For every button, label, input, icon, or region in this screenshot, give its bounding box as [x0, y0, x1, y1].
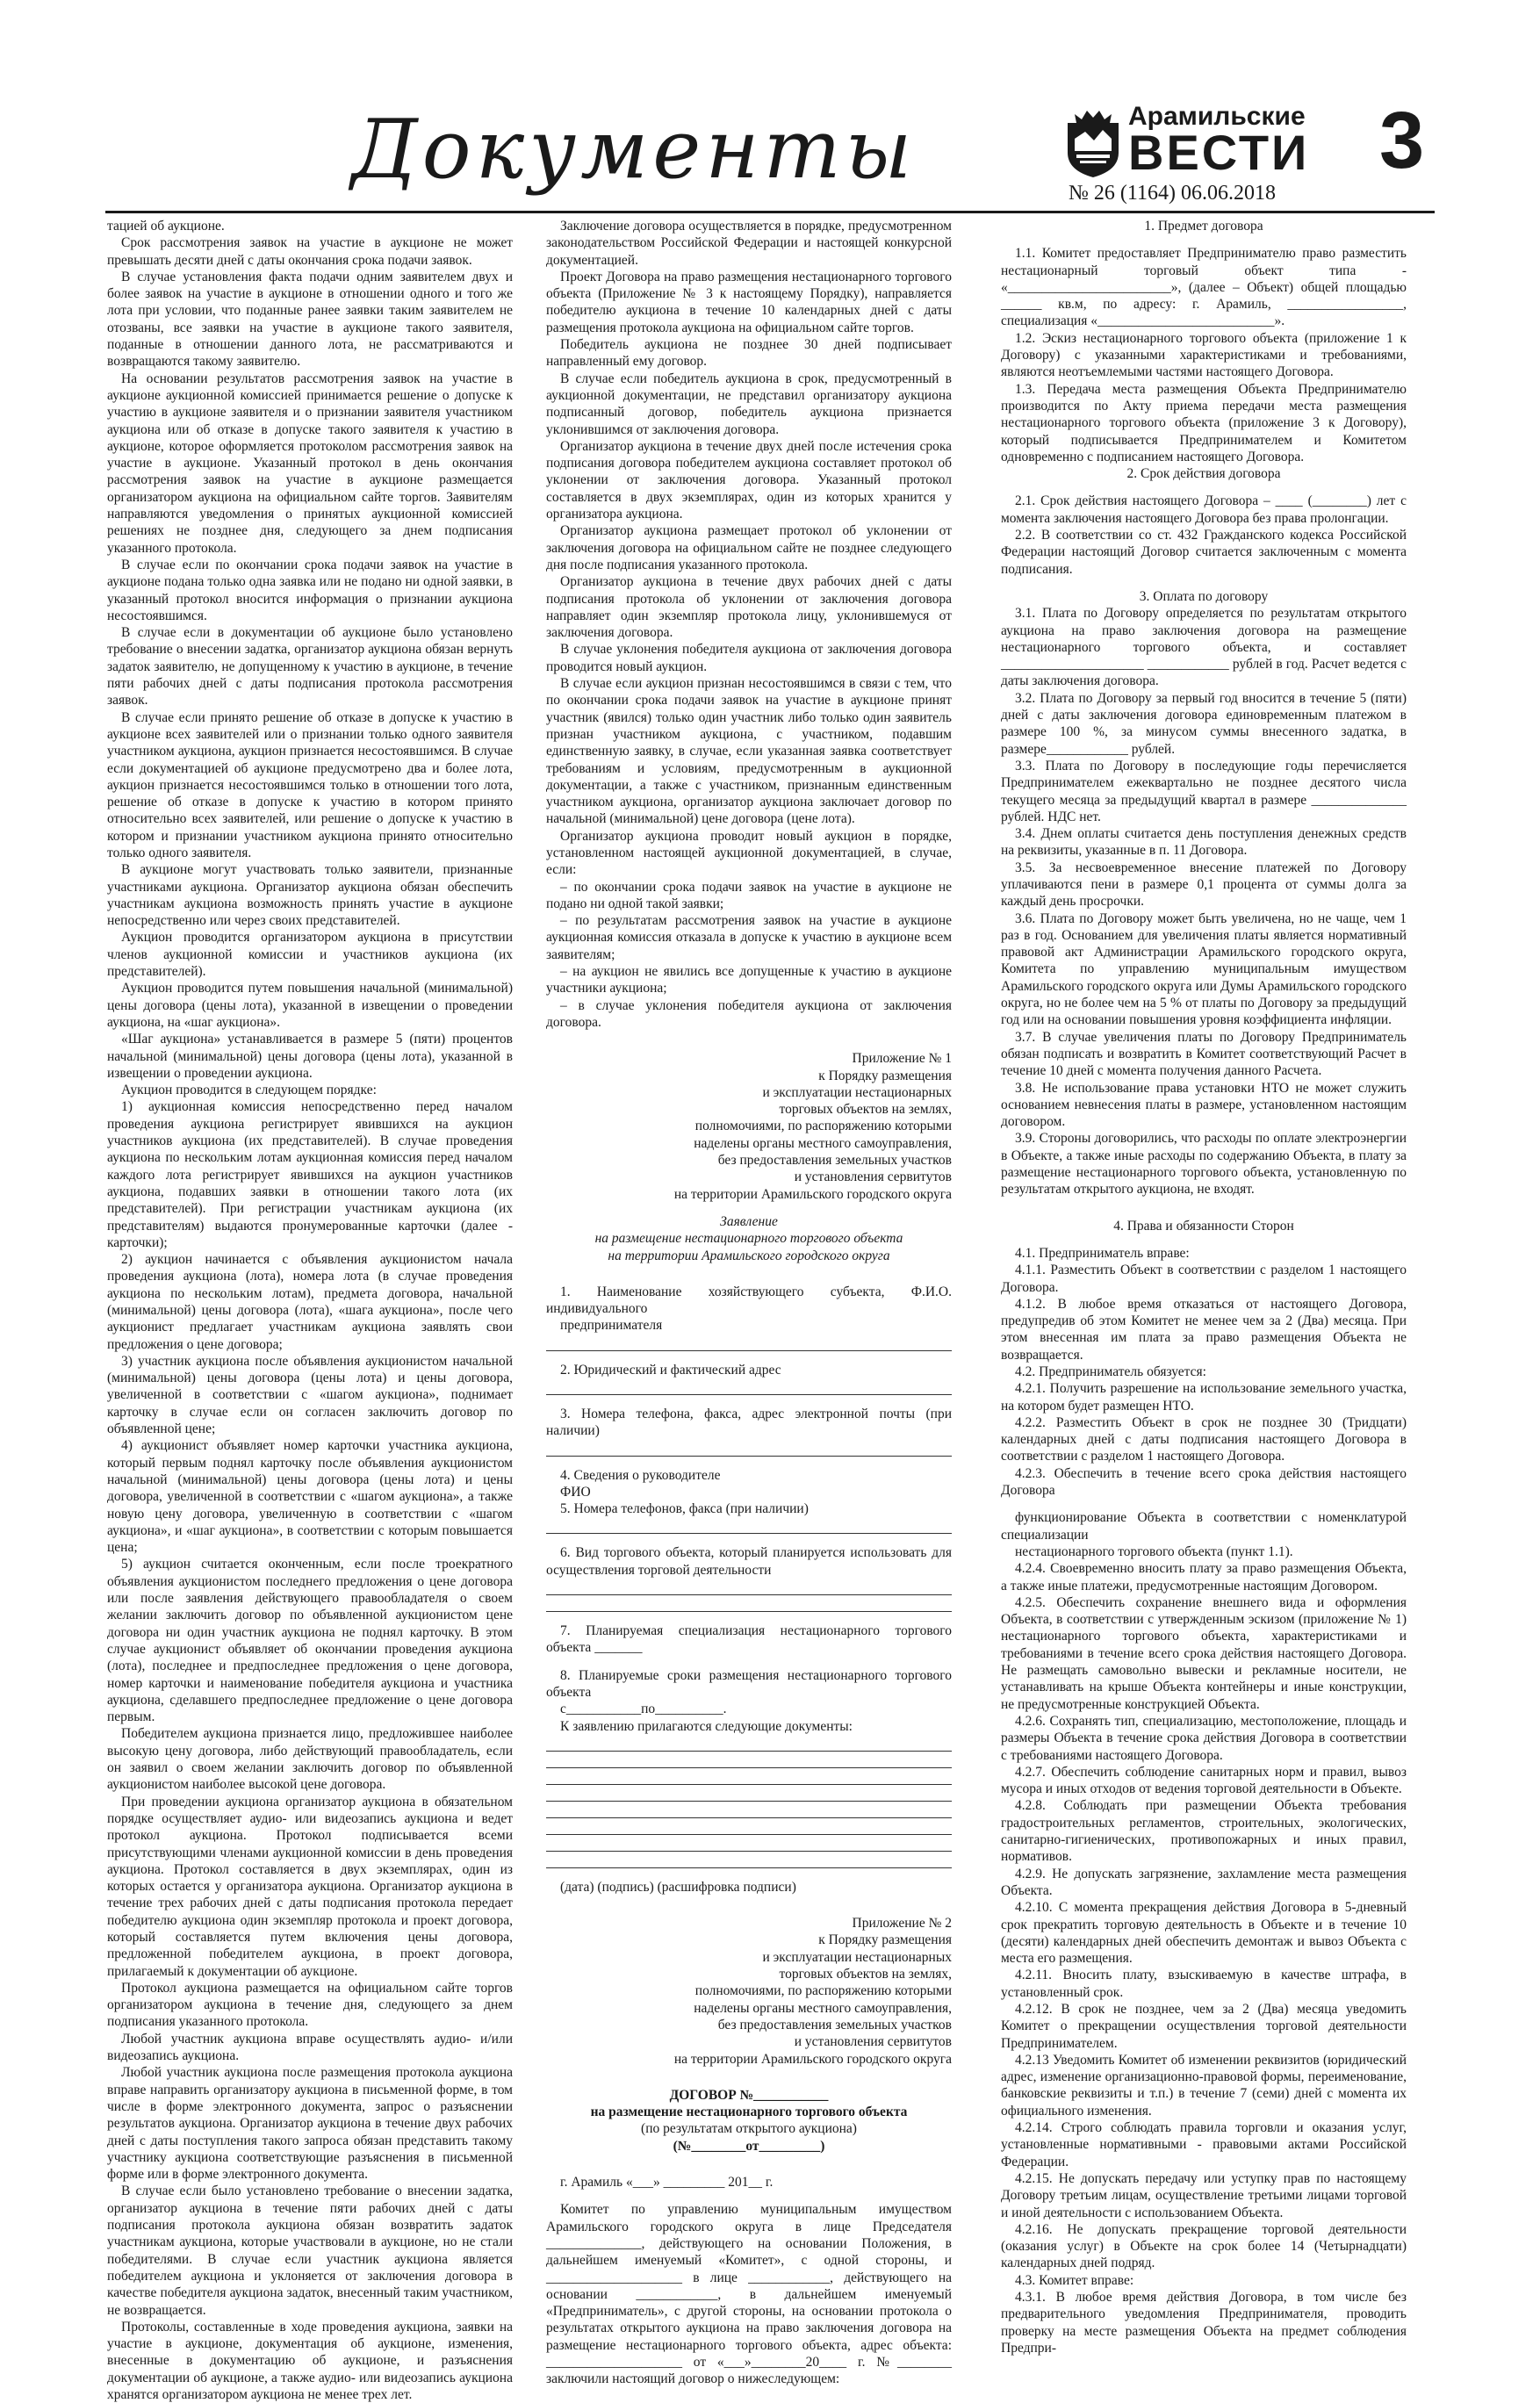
form-field-label: ФИО — [560, 1484, 591, 1500]
paragraph: Заключение договора осуществляется в порядке, предусмотренном законодательством Российской Федерации и настоящей конкурсной документацией. — [546, 219, 952, 268]
page-number: 3 — [1379, 96, 1425, 185]
appendix-line: на территории Арамильского городского округа — [673, 1186, 952, 1202]
appendix-line: и эксплуатации нестационарных — [762, 1084, 952, 1100]
paragraph: 4.2. Предприниматель обязуется: — [1015, 1364, 1206, 1379]
paragraph: 5) аукцион считается оконченным, если после троекратного объявления аукционистом последнего предложения о цене договора или после заявления действующего правообладателя о своем желании заключить договор по объявленной аукционистом цене договора ни один участник аукциона не поднял карточку. В этом случае аукционист объявляет об окончании проведения аукциона (лота), последнее и предпоследнее предложения о цене договора, номер карточки и наименование победителя аукциона и участника аукциона, сделавшего предпоследнее предложение о цене договора первым. — [107, 1557, 513, 1725]
newspaper-name-top: Арамильские — [1128, 102, 1306, 131]
paragraph: 4.2.10. С момента прекращения действия Договора в 5-дневный срок прекратить торговую деятельность в Объекте и в течение 10 (десяти) календарных дней обеспечить демонтаж и вывоз Объекта с места его размещения. — [1001, 1900, 1407, 1967]
paragraph: В случае если по окончании срока подачи заявок на участие в аукционе подана только одна заявка или не подано ни одной заявки, в указанный протокол вносится информация о признании аукциона несостоявшимся. — [107, 557, 513, 623]
form-blank-line[interactable] — [546, 1378, 952, 1395]
form-blank-line[interactable] — [546, 1818, 952, 1835]
paragraph: Аукцион проводится путем повышения начальной (минимальной) цены договора (цены лота), указанной в извещении о проведении аукциона, на «шаг аукциона». — [107, 981, 513, 1030]
appendix-line: наделены органы местного самоуправления, — [694, 2000, 952, 2016]
paragraph: «Шаг аукциона» устанавливается в размере 5 (пяти) процентов начальной (минимальной) цены договора (цены лота), указанной в извещении о проведении аукциона. — [107, 1032, 513, 1081]
coat-of-arms-icon — [1064, 107, 1122, 179]
appendix-line: к Порядку размещения — [818, 1068, 952, 1083]
paragraph: В случае установления факта подачи одним заявителем двух и более заявок на участие в аукционе в отношении одного и того же лота при условии, что поданные ранее заявки таким заявителем не отозваны, все заявки на участие в аукционе такого заявителя, поданные в отношении данного лота, не рассматриваются и возвращаются такому заявителю. — [107, 269, 513, 370]
appendix-2-heading — [546, 1915, 952, 2068]
paragraph: Победитель аукциона не позднее 30 дней подписывает направленный ему договор. — [546, 337, 952, 370]
paragraph: Организатор аукциона проводит новый аукцион в порядке, установленном настоящей аукционной документацией, в случае, если: — [546, 828, 952, 878]
paragraph: Проект Договора на право размещения нестационарного торгового объекта (Приложение № 3 к настоящему Порядку), направляется победителю аукциона в течение 10 календарных дней с даты размещения протокола аукциона на официальном сайте торгов. — [546, 269, 952, 335]
column-right — [1001, 218, 1407, 2356]
paragraph: 4.2.13 Уведомить Комитет об изменении реквизитов (юридический адрес, изменение организационно-правовой формы, переименование, банковские реквизиты и т.п.) в течение 7 (семи) дней с момента их официального изменения. — [1001, 2052, 1407, 2119]
paragraph: – по окончании срока подачи заявок на участие в аукционе не подано ни одной такой заявки; — [546, 879, 952, 911]
paragraph: 3) участник аукциона после объявления аукционистом начальной (минимальной) цены договора (цены лота) и цены договора, увеличенной в соответствии с «шагом аукциона», поднимает карточку в случае если он согласен заключить договор по объявленной цене; — [107, 1353, 513, 1437]
form-blank-line[interactable] — [546, 1735, 952, 1752]
paragraph: В аукционе могут участвовать только заявители, признанные участниками аукциона. Организатор аукциона обязан обеспечить участникам аукциона возможность принять участие в аукционе непосредственно или через своих представителей. — [107, 862, 513, 929]
paragraph: 2.2. В соответствии со ст. 432 Гражданского кодекса Российской Федерации настоящий Договор считается заключенным с момента подписания. — [1001, 528, 1407, 577]
form-blank-line[interactable] — [546, 1517, 952, 1534]
paragraph: 4.2.7. Обеспечить соблюдение санитарных норм и правил, вывоз мусора и иных отходов от ведения торговой деятельности в Объекте. — [1001, 1764, 1407, 1797]
form-blank-line[interactable] — [546, 1752, 952, 1768]
appendix-line: на территории Арамильского городского округа — [673, 2051, 952, 2067]
form-blank-line[interactable] — [546, 1835, 952, 1852]
paragraph: При проведении аукциона организатор аукциона в обязательном порядке осуществляет аудио- или видеозапись аукциона и ведет протокол аукциона. Протокол подписывается всеми присутствующими членами аукционной комиссии в день проведения аукциона. Протокол составляется в двух экземплярах, один из которых остается у организатора аукциона. Организатор аукциона в течение трех рабочих дней с даты подписания протокола передает победителю аукциона один экземпляр протокола и проект договора, который составляется путем включения цены договора, предложенной победителем аукциона, в проект договора, прилагаемый к документации об аукционе. — [107, 1794, 513, 1979]
header-rule — [105, 211, 1435, 213]
form-field-label: 6. Вид торгового объекта, который планируется использовать для осуществления торговой деятельности — [546, 1545, 952, 1578]
paragraph: 4.2.6. Сохранять тип, специализацию, местоположение, площадь и размеры Объекта в течение срока действия Договора в соответствии с требованиями настоящего Договора. — [1001, 1713, 1407, 1763]
paragraph: 4.1.2. В любое время отказаться от настоящего Договора, предупредив об этом Комитет не менее чем за 2 (Два) месяца. При этом внесенная им плата за право размещения Объекта не возвращается. — [1001, 1296, 1407, 1363]
paragraph: Организатор аукциона в течение двух рабочих дней с даты подписания протокола об уклонении от заключения договора направляет один экземпляр протокола лицу, уклонившемуся от заключения договора. — [546, 574, 952, 641]
paragraph: 4.2.4. Своевременно вносить плату за право размещения Объекта, а также иные платежи, предусмотренные настоящим Договором. — [1001, 1561, 1407, 1594]
form-field-label: 3. Номера телефона, факса, адрес электронной почты (при наличии) — [546, 1407, 952, 1439]
page-header — [105, 97, 1435, 215]
form-blank-line[interactable] — [546, 1768, 952, 1785]
form-blank-line[interactable] — [546, 1335, 952, 1351]
contract-place-date: г. Арамиль «___» _________ 201__ г. — [560, 2175, 774, 2191]
paragraph: 3.2. Плата по Договору за первый год вносится в течение 5 (пяти) дней с даты заключения договора единовременным платежом в размере 100 %, за минусом суммы внесенного задатка, в размере____________ рублей. — [1001, 690, 1407, 757]
appendix-1-heading — [546, 1050, 952, 1203]
appendix-line: и установления сервитутов — [794, 1169, 952, 1185]
application-subtitle: на размещение нестационарного торгового объекта — [594, 1231, 903, 1247]
signature-caption: (дата) (подпись) (расшифровка подписи) — [560, 1879, 796, 1895]
paragraph: функционирование Объекта в соответствии с номенклатурой специализации — [1001, 1510, 1407, 1543]
section-heading: 1. Предмет договора — [1144, 219, 1263, 234]
paragraph: 4.2.9. Не допускать загрязнение, захламление места размещения Объекта. — [1001, 1866, 1407, 1898]
paragraph: 4.2.3. Обеспечить в течение всего срока действия настоящего Договора — [1001, 1465, 1407, 1499]
appendix-line: полномочиями, по распоряжению которыми — [694, 1983, 952, 1999]
paragraph: 4.2.11. Вносить плату, взыскиваемую в качестве штрафа, в установленный срок. — [1001, 1968, 1407, 2000]
paragraph: 3.5. За несвоевременное внесение платежей по Договору уплачиваются пени в размере 0,1 процента от суммы долга за каждый день просрочки. — [1001, 860, 1407, 910]
paragraph: 4.3.1. В любое время действия Договора, в том числе без предварительного уведомления Предпринимателя, проводить проверку на месте размещения Объекта на предмет соблюдения Предпри- — [1001, 2290, 1407, 2356]
appendix-line: без предоставления земельных участков — [717, 1153, 952, 1169]
contract-subtitle: (по результатам открытого аукциона) — [641, 2121, 857, 2137]
paragraph: нестационарного торгового объекта (пункт 1.1). — [1015, 1543, 1293, 1559]
paragraph: Протоколы, составленные в ходе проведения аукциона, заявки на участие в аукционе, документация об аукционе, изменения, внесенные в документацию об аукционе, и разъяснения документации об аукционе, а также аудио- или видеозапись аукциона хранятся организатором аукциона не менее трех лет. — [107, 2319, 513, 2402]
paragraph: 4.2.2. Разместить Объект в срок не позднее 30 (Тридцати) календарных дней с даты подписания настоящего Договора в соответствии с разделом 1 настоящего Договора. — [1001, 1414, 1407, 1464]
contract-title: ДОГОВОР №___________ — [669, 2087, 829, 2103]
paragraph: 4.2.5. Обеспечить сохранение внешнего вида и оформления Объекта, в соответствии с утвержденным эскизом (приложение № 1) нестационарного торгового объекта, характеристиками и требованиями в течение всего срока действия настоящего Договора. Не размещать самовольно вывески и рекламные носители, не устанавливать на крыше Объекта контейнеры и иные конструкции, не предусмотренные конструкцией Объекта. — [1001, 1594, 1407, 1712]
paragraph: 4.2.12. В срок не позднее, чем за 2 (Два) месяца уведомить Комитет о прекращении осуществления торговой деятельности Предпринимателем. — [1001, 2001, 1407, 2051]
section-heading: 2. Срок действия договора — [1126, 466, 1281, 482]
appendix-line: к Порядку размещения — [818, 1932, 952, 1948]
paragraph: – в случае уклонения победителя аукциона от заключения договора. — [546, 997, 952, 1030]
paragraph: Протокол аукциона размещается на официальном сайте торгов организатором аукциона в течение дня, следующего за днем подписания указанного протокола. — [107, 1980, 513, 2030]
paragraph: 1.3. Передача места размещения Объекта Предпринимателю производится по Акту приема передачи места размещения нестационарного торгового объекта (приложение 3 к Договору), который подписывается Предпринимателем и Комитетом одновременно с подписанием настоящего Договора. — [1001, 381, 1407, 464]
form-blank-line[interactable] — [546, 1785, 952, 1802]
appendix-line: торговых объектов на землях, — [779, 1102, 952, 1118]
application-title: Заявление — [720, 1213, 778, 1229]
section-heading: 4. Права и обязанности Сторон — [1113, 1218, 1294, 1234]
paragraph: 3.9. Стороны договорились, что расходы по оплате электроэнергии в Объекте, а также иные расходы по содержанию Объекта, в плату за размещение нестационарного торгового объекта, установленную по результатам открытого аукциона, не входят. — [1001, 1131, 1407, 1198]
form-field-label: 8. Планируемые сроки размещения нестационарного торгового объекта — [546, 1667, 952, 1700]
appendix-line: Приложение № 1 — [852, 1051, 952, 1067]
form-blank-line[interactable] — [546, 1440, 952, 1457]
paragraph: 4.1. Предприниматель вправе: — [1015, 1245, 1190, 1261]
appendix-line: полномочиями, по распоряжению которыми — [694, 1119, 952, 1134]
paragraph: 4.2.8. Соблюдать при размещении Объекта требования градостроительных регламентов, строительных, экологических, санитарно-гигиенических, противопожарных и иных правил, нормативов. — [1001, 1798, 1407, 1865]
paragraph: Аукцион проводится в следующем порядке: — [121, 1083, 377, 1098]
form-field-label: 4. Сведения о руководителе — [560, 1467, 721, 1483]
paragraph: 2) аукцион начинается с объявления аукционистом начала проведения аукциона (лота), номера лота (в случае проведения аукциона по нескольким лотам), предмета договора, начальной (минимальной) цены договора (лота), «шага аукциона», после чего аукционист предлагает участникам аукциона заявлять свои предложения о цене договора; — [107, 1252, 513, 1352]
appendix-line: и эксплуатации нестационарных — [762, 1949, 952, 1965]
appendix-line: Приложение № 2 — [852, 1916, 952, 1932]
paragraph: В случае если победитель аукциона в срок, предусмотренный в аукционной документации, не представил организатору аукциона подписанный договор, победитель аукциона признается уклонившимся от заключения договора. — [546, 371, 952, 437]
paragraph: В случае если принято решение об отказе в допуске к участию в аукционе всех заявителей или о признании только одного заявителя участником аукциона, аукцион признается несостоявшимся. В случае если документацией об аукционе предусмотрено два и более лота, аукцион признается несостоявшимся только в отношении того лота, решение об отказе в допуске к участию в котором принято относительно всех заявителей, или решение о допуске к участию в котором и признании участником аукциона принято относительно только одного заявителя. — [107, 709, 513, 860]
form-field-label: 5. Номера телефонов, факса (при наличии) — [560, 1501, 809, 1517]
paragraph: Срок рассмотрения заявок на участие в аукционе не может превышать десяти дней с даты окончания срока подачи заявок. — [107, 235, 513, 268]
paragraph: 3.1. Плата по Договору определяется по результатам открытого аукциона на право заключения договора на размещение нестационарного торгового объекта, и составляет _____________________ ____________ рублей в год. Расчет ведется с даты заключения договора. — [1001, 606, 1407, 689]
form-field-label: 7. Планируемая специализация нестационарного торгового объекта _______ — [546, 1623, 952, 1656]
contract-number: (№________от_________) — [673, 2138, 825, 2154]
paragraph: Любой участник аукциона после размещения протокола аукциона вправе направить организатору аукциона в письменной форме, в том числе в форме электронного документа, запрос о разъяснении результатов аукциона. Организатор аукциона в течение двух рабочих дней с даты поступления такого запроса обязан представить такому участнику аукциона соответствующие разъяснения в письменной форме или в форме электронного документа. — [107, 2065, 513, 2183]
appendix-line: без предоставления земельных участков — [717, 2017, 952, 2032]
paragraph: 3.8. Не использование права установки НТО не может служить основанием невнесения платы в размере, установленном настоящим договором. — [1001, 1080, 1407, 1130]
paragraph: 1.2. Эскиз нестационарного торгового объекта (приложение 1 к Договору) с указанными характеристиками и требованиями, являются неотъемлемыми частями настоящего Договора. — [1001, 330, 1407, 380]
paragraph: В случае уклонения победителя аукциона от заключения договора проводится новый аукцион. — [546, 642, 952, 674]
paragraph: 3.7. В случае увеличения платы по Договору Предприниматель обязан подписать и возвратить в Комитет соответствующий Расчет в течение 10 дней с момента получения данного Расчета. — [1001, 1029, 1407, 1079]
paragraph: Организатор аукциона размещает протокол об уклонении от заключения договора на официальном сайте не позднее следующего дня после подписания указанного протокола. — [546, 523, 952, 572]
paragraph: 3.4. Днем оплаты считается день поступления денежных средств на реквизиты, указанные в п. 11 Договора. — [1001, 826, 1407, 859]
column-middle — [546, 218, 952, 2387]
paragraph: 1) аукционная комиссия непосредственно перед началом проведения аукциона регистрирует явившихся на аукцион участников аукциона (их представителей). В случае проведения аукциона по нескольким лотам аукционная комиссия перед началом каждого лота регистрирует явившихся на аукцион участников аукциона, подавших заявки в отношении такого лота (их представителей). При регистрации участникам аукциона (их представителям) выдаются пронумерованные карточки (далее - карточки); — [107, 1099, 513, 1250]
column-left — [107, 218, 513, 2402]
paragraph: В случае если аукцион признан несостоявшимся в связи с тем, что по окончании срока подачи заявок на участие в аукционе принят участник (явился) только один участник либо только один заявитель признан участником аукциона, с участником, подавшим единственную заявку, в случае, если указанная заявка соответствует требованиям и условиям, предусмотренным в аукционной документации, а также с участником, признанным единственным участником аукциона, организатор аукциона заключает договор по начальной (минимальной) цене договора (цене лота). — [546, 676, 952, 827]
form-field-label: с___________по__________. — [560, 1702, 727, 1717]
paragraph: 4.2.1. Получить разрешение на использование земельного участка, на котором будет размещен НТО. — [1001, 1381, 1407, 1414]
form-blank-line[interactable] — [546, 1852, 952, 1868]
paragraph: 1.1. Комитет предоставляет Предпринимателю право разместить нестационарный торговый объект типа - «________________________», (далее – Объект) общей площадью ______ кв.м, по адресу: г. Арамиль, _________________, специализация «__________________________». — [1001, 246, 1407, 329]
paragraph: – на аукцион не явились все допущенные к участию в аукционе участники аукциона; — [546, 964, 952, 996]
paragraph: В случае если было установлено требование о внесении задатка, организатор аукциона в течение пяти рабочих дней с даты подписания протокола аукциона обязан возвратить задаток участникам аукциона, которые участвовали в аукционе, но не стали победителями. В случае если участник аукциона является победителем аукциона и уклоняется от заключения договора в качестве победителя аукциона задаток, внесенный таким участником, не возвращается. — [107, 2184, 513, 2318]
paragraph: 4.1.1. Разместить Объект в соответствии с разделом 1 настоящего Договора. — [1001, 1263, 1407, 1295]
appendix-line: торговых объектов на землях, — [779, 1967, 952, 1982]
paragraph: тацией об аукционе. — [107, 219, 225, 234]
paragraph: Организатор аукциона в течение двух дней после истечения срока подписания договора победителем аукциона составляет протокол об уклонении от заключения договора. Указанный протокол составляется в двух экземплярах, один из которых хранится у организатора аукциона. — [546, 438, 952, 522]
paragraph: В случае если в документации об аукционе было установлено требование о внесении задатка, организатор аукциона обязан вернуть задаток заявителю, не допущенному к участию в аукционе, в течение пяти рабочих дней с даты подписания протокола рассмотрения заявок. — [107, 625, 513, 709]
form-blank-line[interactable] — [546, 1579, 952, 1595]
paragraph: Комитет по управлению муниципальным имуществом Арамильского городского округа в лице Председателя ______________, действующего на основании Положения, в дальнейшем именуемый «Комитет», с одной стороны, и ____________________ в лице ____________, действующего на основании ____________, в дальнейшем именуемый «Предприниматель», с другой стороны, на основании протокола о результатах открытого аукциона на право заключения договора на размещение нестационарного торгового объекта, адрес объекта: ____________________ от «___»________20____ г. №________ заключили настоящий договор о нижеследующем: — [546, 2202, 952, 2387]
form-blank-line[interactable] — [546, 1595, 952, 1612]
appendix-line: наделены органы местного самоуправления, — [694, 1135, 952, 1151]
paragraph: 3.3. Плата по Договору в последующие годы перечисляется Предпринимателем ежеквартально не позднее десятого числа текущего месяца за предыдущий квартал в размере ______________ рублей. НДС нет. — [1001, 758, 1407, 824]
appendix-line: и установления сервитутов — [794, 2034, 952, 2050]
paragraph: Победителем аукциона признается лицо, предложившее наиболее высокую цену договора, либо действующий правообладатель, если он заявил о своем желании заключить договор по объявленной аукционистом наиболее высокой цене договора. — [107, 1726, 513, 1793]
paragraph: Аукцион проводится организатором аукциона в присутствии членов аукционной комиссии и участников аукциона (их представителей). — [107, 930, 513, 980]
paragraph: Любой участник аукциона вправе осуществлять аудио- и/или видеозапись аукциона. — [107, 2031, 513, 2064]
form-field-label: 2. Юридический и фактический адрес — [560, 1362, 781, 1378]
paragraph: 4.2.15. Не допускать передачу или уступку прав по настоящему Договору третьим лицам, осуществление третьими лицами торговой и иной деятельности с использованием Объекта. — [1001, 2170, 1407, 2220]
form-field-label: К заявлению прилагаются следующие документы: — [560, 1718, 853, 1734]
paragraph: 4.3. Комитет вправе: — [1015, 2272, 1134, 2288]
paragraph: – по результатам рассмотрения заявок на участие в аукционе аукционная комиссия отказала в допуске к участию в аукционе всем заявителям; — [546, 913, 952, 962]
paragraph: 4.2.14. Строго соблюдать правила торговли и оказания услуг, установленные нормативными - правовыми актами Российской Федерации. — [1001, 2120, 1407, 2169]
section-title: Документы — [351, 102, 917, 197]
section-heading: 3. Оплата по договору — [1139, 588, 1269, 604]
newspaper-name-main: ВЕСТИ — [1128, 125, 1310, 180]
form-blank-line[interactable] — [546, 1802, 952, 1818]
paragraph: 2.1. Срок действия настоящего Договора – ____ (________) лет с момента заключения настоящего Договора без права пролонгации. — [1001, 493, 1407, 526]
form-field-label: предпринимателя — [560, 1318, 663, 1334]
contract-subtitle: на размещение нестационарного торгового объекта — [590, 2104, 908, 2120]
form-field-label: 1. Наименование хозяйствующего субъекта, Ф.И.О. индивидуального — [546, 1284, 952, 1317]
paragraph: 4) аукционист объявляет номер карточки участника аукциона, который первым поднял карточку после объявления аукционистом начальной (минимальной) цены договора (цены лота) и цены договора, увеличенной в соответствии с «шагом аукциона», а также новую цену договора, увеличенную в соответствии с «шагом аукциона», и «шаг аукциона», в соответствии с которым повышается цена; — [107, 1438, 513, 1556]
paragraph: На основании результатов рассмотрения заявок на участие в аукционе аукционной комиссией принимается решение о допуске к участию в аукционе заявителя и о признании заявителя участником аукциона или об отказе в допуске такого заявителя к участию в аукционе, которое оформляется протоколом рассмотрения заявок на участие в аукционе. Указанный протокол в день окончания рассмотрения заявок на участие в аукционе размещается организатором аукциона на официальном сайте торгов. Заявителям направляются уведомления о принятых аукционной комиссией решениях не позднее дня, следующего за днем подписания указанного протокола. — [107, 371, 513, 556]
paragraph: 4.2.16. Не допускать прекращение торговой деятельности (оказания услуг) в Объекте на срок более 14 (Четырнадцати) календарных дней подряд. — [1001, 2221, 1407, 2271]
application-subtitle: на территории Арамильского городского округа — [608, 1248, 890, 1263]
issue-number: № 26 (1164) 06.06.2018 — [1069, 182, 1276, 205]
paragraph: 3.6. Плата по Договору может быть увеличена, но не чаще, чем 1 раз в год. Основанием для увеличения платы является нормативный правовой акт Администрации Арамильского городского округа, Комитета по управлению муниципальным имуществом Арамильского городского округа или Думы Арамильского городского округа, но не более чем на 5 % от платы по Договору за предыдущий год или на основании повышения уровня коэффициента инфляции. — [1001, 910, 1407, 1028]
